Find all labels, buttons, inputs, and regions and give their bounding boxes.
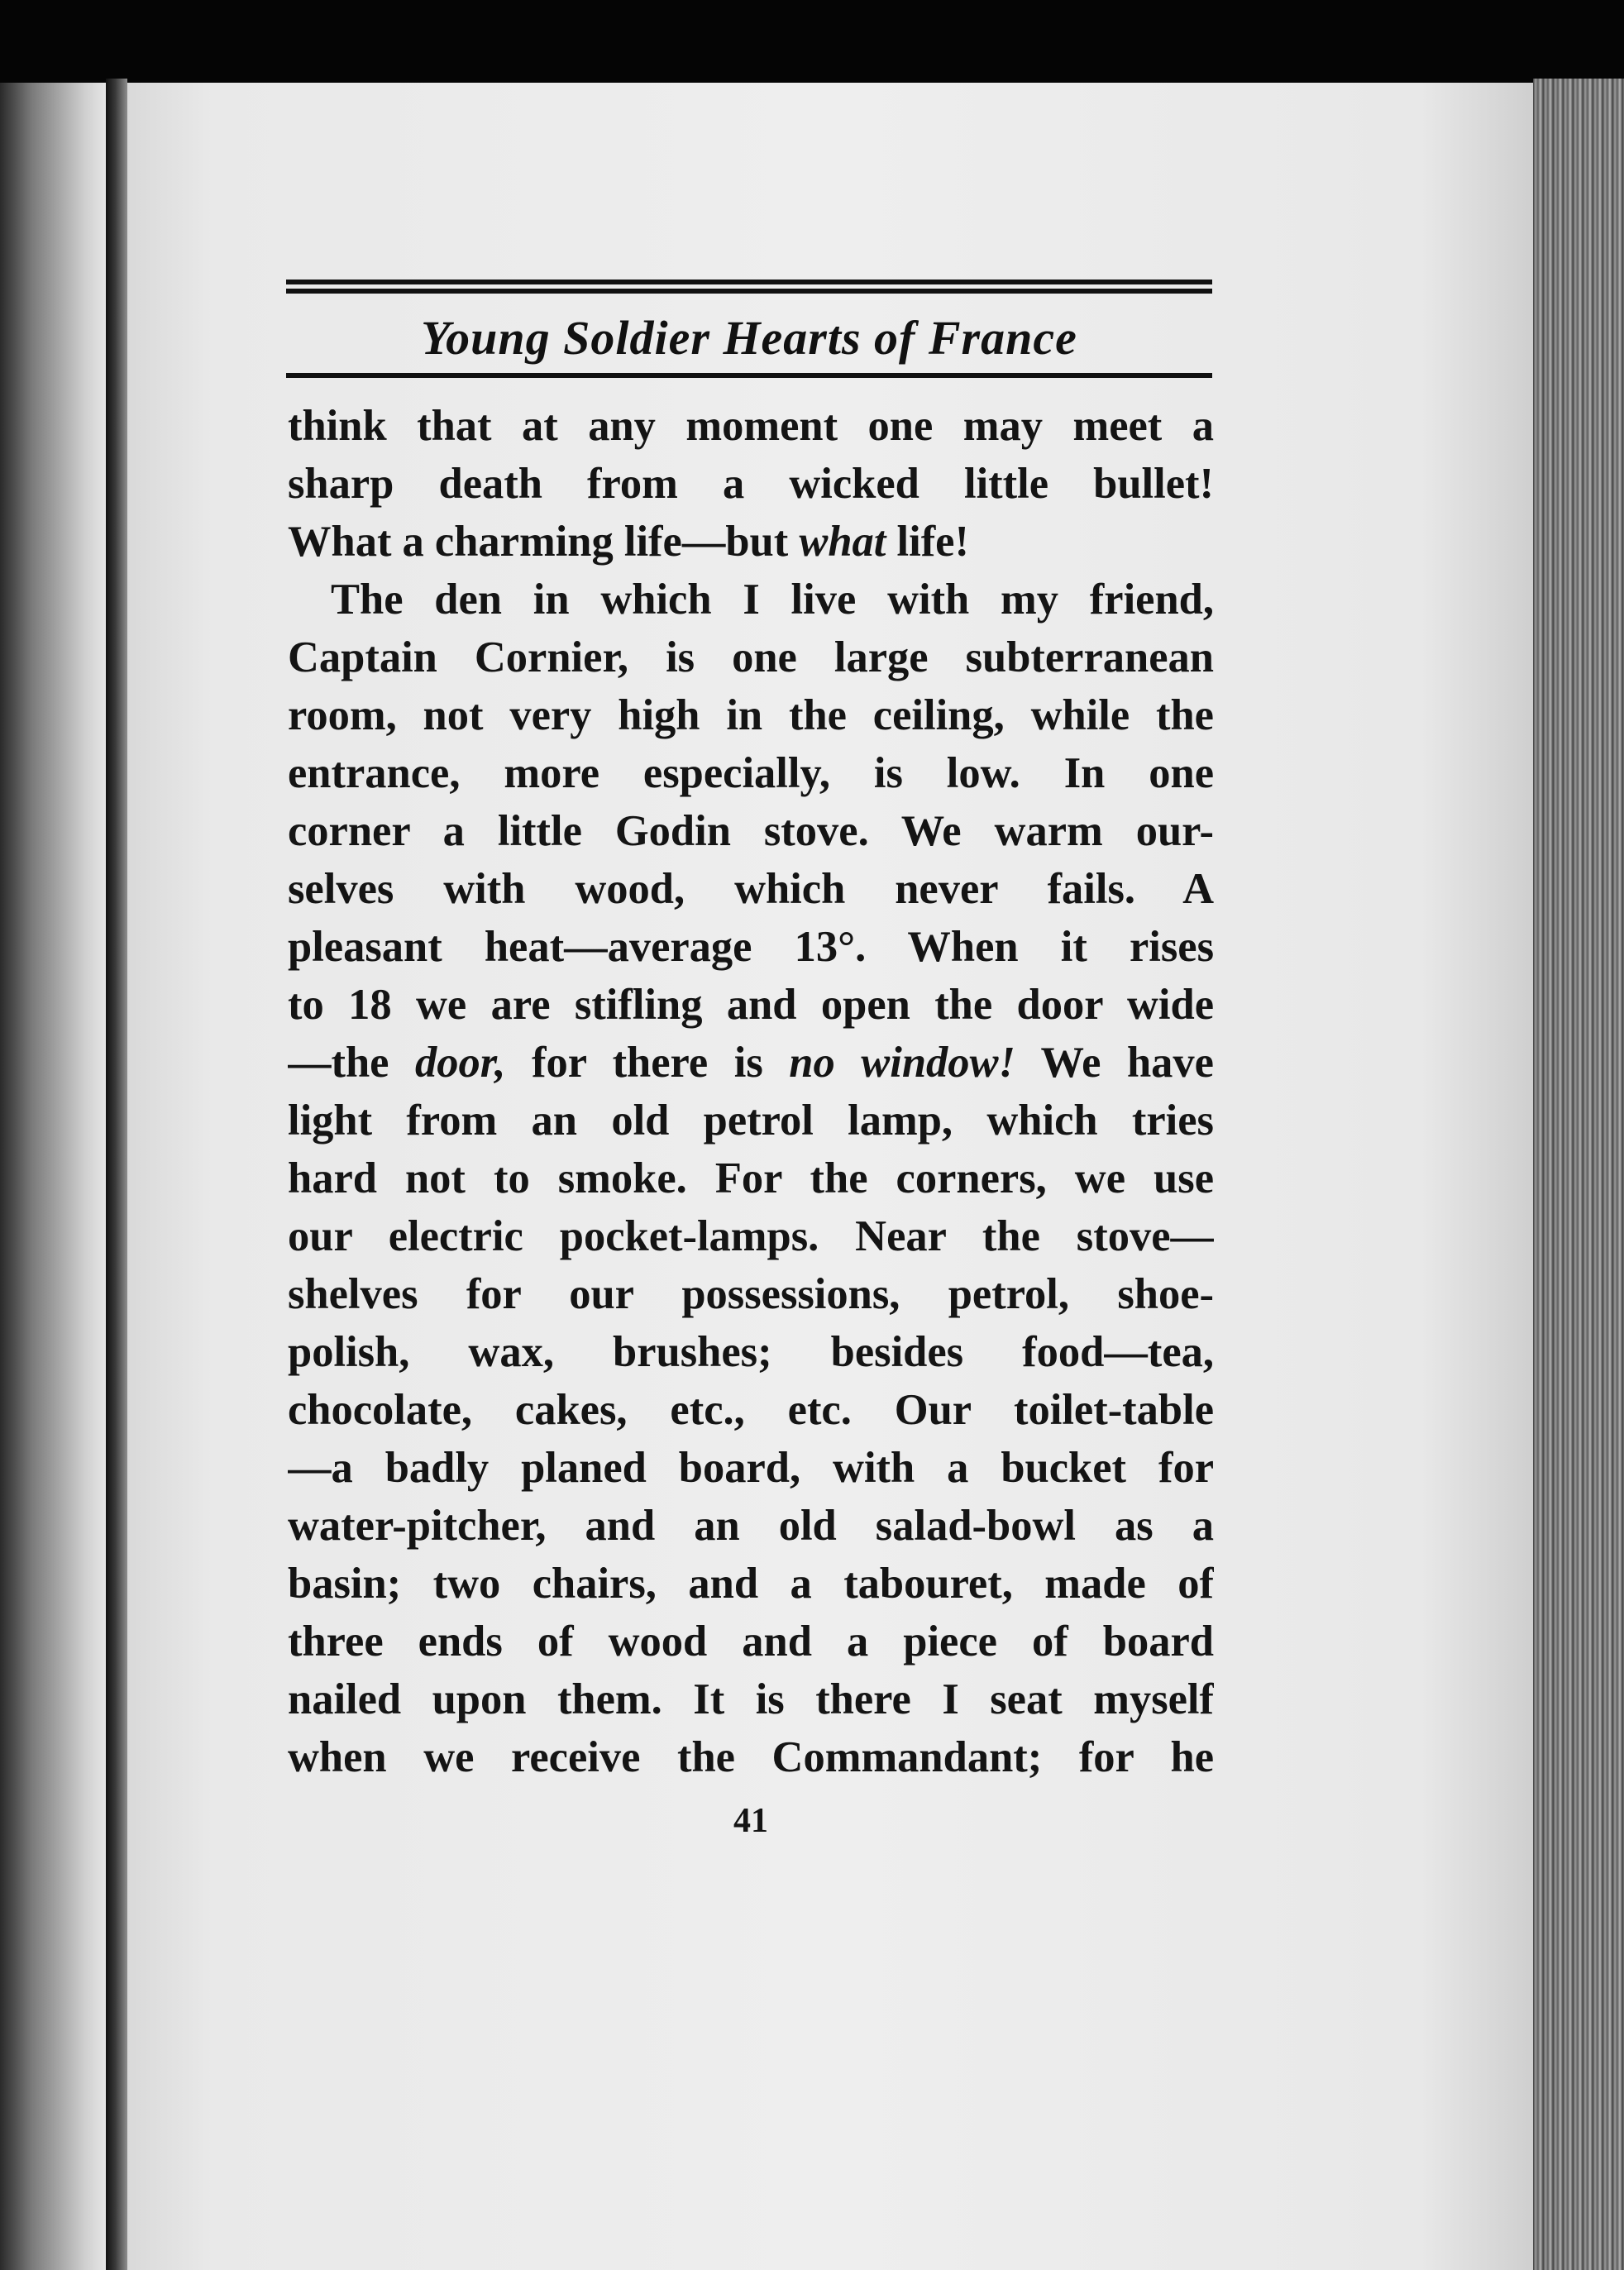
emphasis-text: what: [799, 518, 886, 566]
text-line: Captain Cornier, is one large subterranean: [288, 633, 1214, 681]
text-line: chocolate, cakes, etc., etc. Our toilet-table: [288, 1386, 1214, 1434]
emphasis-text: no window!: [789, 1039, 1015, 1087]
running-title: Young Soldier Hearts of France: [421, 311, 1077, 365]
text-line: The den in which I live with my friend,: [331, 576, 1214, 624]
header-rule-top: [286, 280, 1212, 284]
text-line: three ends of wood and a piece of board: [288, 1618, 1214, 1665]
text-line: light from an old petrol lamp, which tries: [288, 1097, 1214, 1145]
book-gutter: [106, 79, 127, 2270]
header-rule-bottom: [286, 373, 1212, 378]
page-stack-edge: [1533, 79, 1624, 2270]
text-line: room, not very high in the ceiling, while the: [288, 691, 1214, 739]
text-line: basin; two chairs, and a tabouret, made of: [288, 1560, 1214, 1608]
text-line: water-pitcher, and an old salad-bowl as a: [288, 1502, 1214, 1550]
text-line: —a badly planed board, with a bucket for: [288, 1444, 1214, 1492]
text-run: life!: [886, 518, 969, 566]
header-rule-top-second: [286, 289, 1212, 294]
emphasis-text: door,: [415, 1039, 506, 1087]
text-line: selves with wood, which never fails. A: [288, 865, 1214, 913]
page-number: 41: [733, 1802, 768, 1840]
body-text: [288, 397, 1214, 1786]
text-line: [288, 513, 1214, 571]
text-line: polish, wax, brushes; besides food—tea,: [288, 1328, 1214, 1376]
text-line: pleasant heat—average 13°. When it rises: [288, 923, 1214, 971]
text-line: corner a little Godin stove. We warm our-: [288, 807, 1214, 855]
text-line: to 18 we are stifling and open the door wide: [288, 981, 1214, 1029]
text-line: when we receive the Commandant; for he: [288, 1733, 1214, 1781]
text-line: entrance, more especially, is low. In one: [288, 749, 1214, 797]
text-line: think that at any moment one may meet a: [288, 402, 1214, 450]
text-line: sharp death from a wicked little bullet!: [288, 460, 1214, 508]
text-line: our electric pocket-lamps. Near the stove—: [288, 1212, 1214, 1260]
text-line: nailed upon them. It is there I seat myself: [288, 1675, 1214, 1723]
text-line: hard not to smoke. For the corners, we use: [288, 1154, 1214, 1202]
text-line: shelves for our possessions, petrol, shoe-: [288, 1270, 1214, 1318]
running-header: [286, 280, 1212, 378]
text-line: [288, 1034, 1214, 1092]
text-run: —the: [288, 1039, 416, 1087]
text-run: What a charming life—but: [288, 518, 800, 566]
text-run: We have: [1015, 1039, 1214, 1087]
facing-page-edge: [0, 83, 106, 2270]
text-run: for there is: [505, 1039, 790, 1087]
